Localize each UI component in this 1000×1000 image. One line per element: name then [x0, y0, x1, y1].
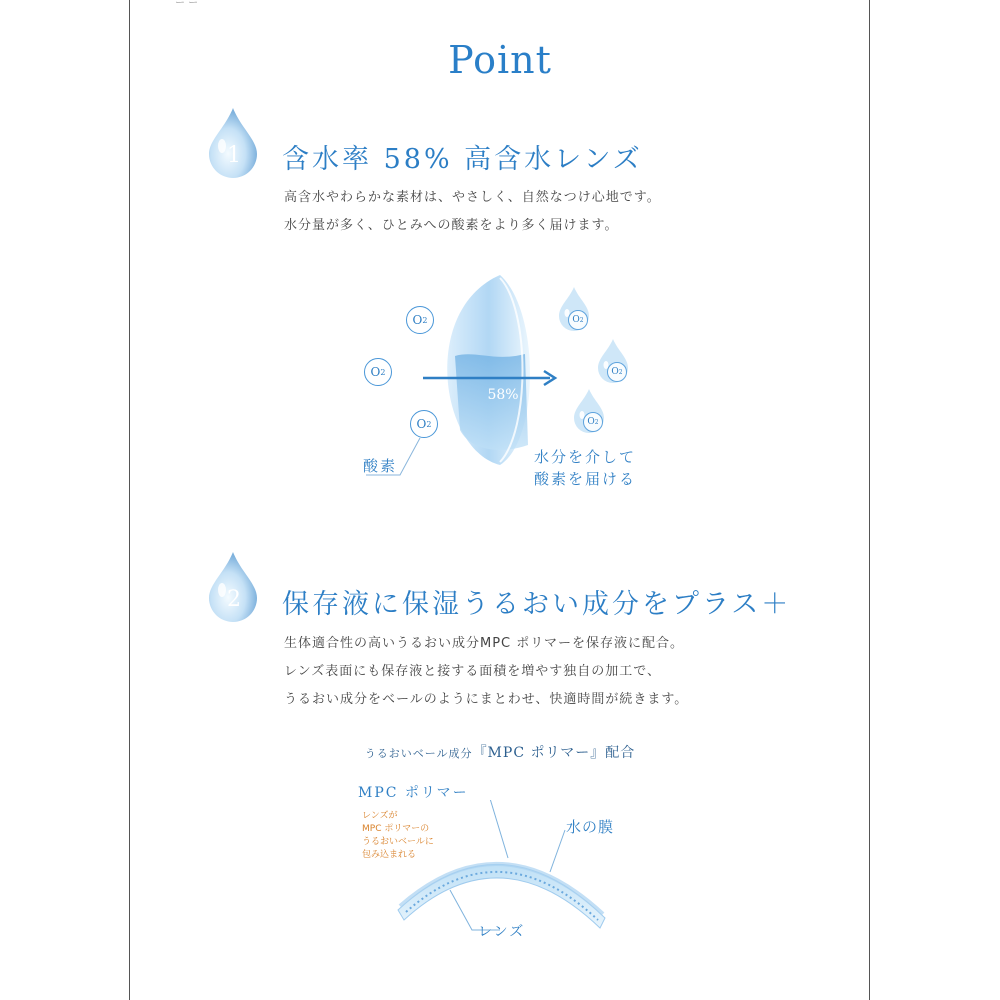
section-number-2: 2 — [227, 587, 241, 612]
water-content-percent: 58% — [487, 387, 519, 403]
oxygen-label: 酸素 — [363, 457, 398, 475]
section2-line-3: うるおい成分をベールのようにまとわせ、快適時間が続きます。 — [284, 692, 689, 707]
lens-label: レンズ — [478, 924, 526, 940]
section1-line-1: 高含水やわらかな素材は、やさしく、自然なつけ心地です。 — [284, 190, 661, 205]
mpc-polymer-label: MPC ポリマー — [358, 785, 469, 801]
o2-molecule-2: O 2 — [364, 358, 392, 386]
corner-mark: ー ー — [175, 0, 199, 9]
water-drop-o2-1: O 2 — [556, 286, 592, 332]
section1-line-2: 水分量が多く、ひとみへの酸素をより多く届けます。 — [284, 218, 619, 233]
mpc-caption: うるおいベール成分『MPC ポリマー』配合 — [364, 745, 636, 761]
section-number-1: 1 — [227, 143, 241, 168]
water-film-label: 水の膜 — [566, 818, 615, 836]
o2-molecule-3: O 2 — [410, 410, 438, 438]
delivery-label-line-1: 水分を介して — [534, 448, 637, 466]
section1-heading: 含水率 58% 高含水レンズ — [282, 144, 643, 175]
page-title: Point — [448, 38, 552, 82]
o2-molecule-1: O 2 — [406, 306, 434, 334]
water-drop-icon-2 — [203, 550, 263, 624]
delivery-label-line-2: 酸素を届ける — [534, 470, 637, 488]
left-border — [129, 0, 130, 1000]
water-drop-o2-2: O 2 — [595, 338, 631, 384]
water-drop-icon-1 — [203, 106, 263, 180]
right-border — [869, 0, 870, 1000]
water-drop-o2-3: O 2 — [571, 388, 607, 434]
mpc-note: レンズが MPC ポリマーの うるおいベールに 包み込まれる — [362, 811, 434, 860]
section2-heading: 保存液に保湿うるおい成分をプラス＋ — [282, 589, 792, 620]
section2-line-2: レンズ表面にも保存液と接する面積を増やす独自の加工で、 — [284, 664, 662, 679]
section2-line-1: 生体適合性の高いうるおい成分MPC ポリマーを保存液に配合。 — [284, 636, 685, 651]
